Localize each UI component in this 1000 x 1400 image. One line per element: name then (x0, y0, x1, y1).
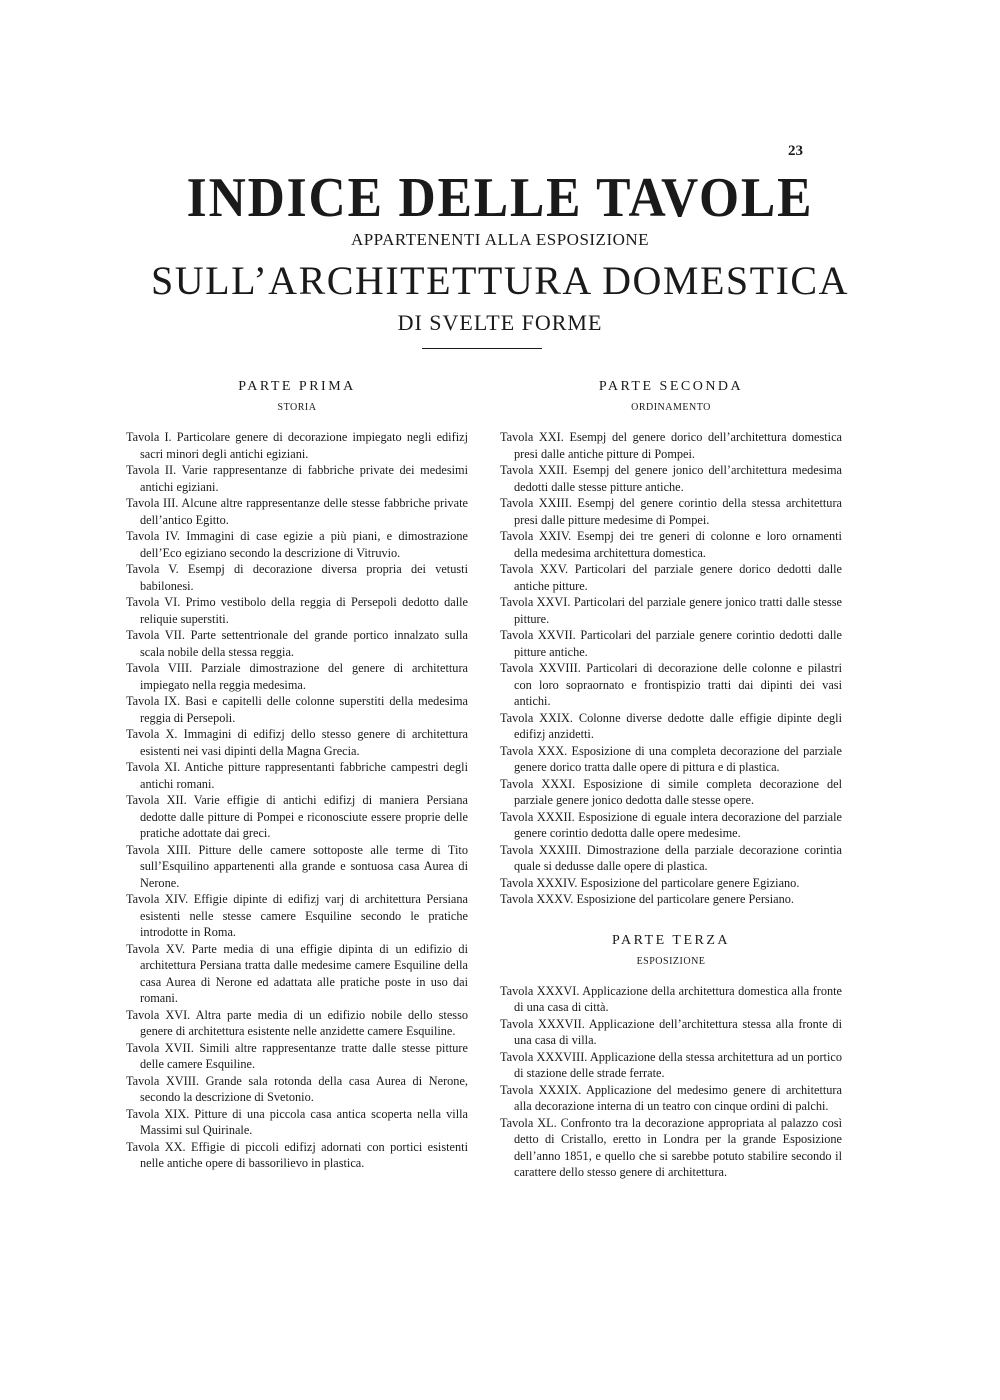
plate-label: Tavola IV. (126, 529, 180, 543)
plate-entry (500, 627, 842, 660)
page-title: INDICE DELLE TAVOLE (186, 167, 814, 229)
plate-entry (500, 809, 842, 842)
plate-label: Tavola XXVI. (500, 595, 571, 609)
plate-entry (126, 891, 468, 941)
plate-description: Antiche pitture rappresentanti fabbriche campestri degli antichi romani. (140, 760, 468, 791)
plate-entry (500, 1115, 842, 1181)
plate-label: Tavola XX. (126, 1139, 186, 1154)
plate-label: Tavola XXVII. (500, 628, 576, 642)
plate-entry (126, 594, 468, 627)
left-column (126, 378, 468, 1172)
plate-entry (126, 792, 468, 842)
plate-entry (126, 528, 468, 561)
plate-label: Tavola XIII. (126, 842, 191, 857)
plate-entry (126, 1073, 468, 1106)
plate-label: Tavola XVII. (126, 1040, 194, 1055)
plate-description: Primo vestibolo della reggia di Persepoli dedotto dalle reliquie superstiti. (140, 595, 469, 626)
plate-entry (500, 983, 842, 1016)
plate-entry (500, 1049, 842, 1082)
plate-label: Tavola XXXIV. (500, 875, 578, 890)
plate-description: Varie rappresentanze di fabbriche private dei medesimi antichi egiziani. (140, 463, 468, 494)
plate-description: Altra parte media di un edifizio nobile dello stesso genere di architettura esistente nelle anzidette camere Esquiline. (140, 1007, 468, 1038)
plate-label: Tavola XXII. (500, 463, 568, 477)
plate-entry (500, 891, 842, 908)
plate-description: Particolari di decorazione delle colonne e pilastri con loro sopraornato e frontispizio tratti dai dipinti dei vasi antichi. (514, 661, 842, 708)
plate-label: Tavola I. (126, 430, 172, 444)
plate-label: Tavola XXIII. (500, 496, 572, 510)
plate-label: Tavola XL. (500, 1115, 557, 1130)
plate-label: Tavola XXVIII. (500, 661, 581, 675)
plate-entry (126, 429, 468, 462)
plate-entry (500, 594, 842, 627)
plate-description: Varie effigie di antichi edifizj di maniera Persiana dedotte dalle pitture di Pompei e riconosciute essere proprie delle pratiche adottate dai greci. (140, 793, 468, 840)
plate-description: Parte media di una effigie dipinta di un edifizio di architettura Persiana tratta dalle medesime camere Esquiline della casa Aurea di Nerone ed adattata alle pratiche poste in uso dai romani. (140, 941, 468, 1005)
plate-entry (500, 710, 842, 743)
plate-list (500, 983, 842, 1181)
plate-description: Esempj di decorazione diversa propria dei vetusti babilonesi. (140, 562, 468, 593)
plate-label: Tavola XXXIX. (500, 1082, 582, 1097)
plate-description: Esposizione di una completa decorazione del parziale genere dorico tratta dalle opere di pittura e di plastica. (514, 743, 842, 774)
plate-description: Esempj del genere jonico dell’architettura medesima dedotti dalle stesse pitture antiche. (514, 463, 842, 494)
part-subheading: ESPOSIZIONE (636, 955, 706, 967)
plate-description: Applicazione del medesimo genere di architettura alla decorazione interna di un teatro con cinque ordini di palchi. (514, 1082, 842, 1113)
plate-entry (500, 875, 842, 892)
plate-description: Esposizione di simile completa decorazione del parziale genere jonico dedotta dalle stesse opere. (514, 776, 843, 807)
part-heading: PARTE TERZA (611, 932, 731, 948)
plate-label: Tavola XVIII. (126, 1073, 200, 1088)
plate-entry (500, 660, 842, 710)
plate-entry (500, 528, 842, 561)
plate-label: Tavola XXXVII. (500, 1016, 585, 1031)
plate-label: Tavola XXX. (500, 743, 568, 758)
plate-label: Tavola XXIV. (500, 529, 572, 543)
plate-label: Tavola X. (126, 727, 178, 741)
plate-entry (126, 842, 468, 892)
plate-label: Tavola XXXIII. (500, 842, 582, 857)
plate-description: Effigie dipinte di edifizj varj di architettura Persiana esistenti nelle stesse camere Esquiline secondo le pratiche introdotte in Roma. (140, 892, 468, 939)
plate-entry (126, 1040, 468, 1073)
plate-description: Pitture di una piccola casa antica scoperta nella villa Massimi sul Quirinale. (140, 1106, 468, 1137)
plate-label: Tavola XXXII. (500, 809, 575, 824)
plate-entry (500, 429, 842, 462)
plate-description: Esposizione del particolare genere Persiano. (573, 892, 794, 906)
plate-entry (126, 462, 468, 495)
part-three-section (500, 932, 842, 1181)
plate-label: Tavola IX. (126, 694, 181, 708)
plate-description: Esempj dei tre generi di colonne e loro ornamenti della medesima architettura domestica. (514, 529, 842, 560)
plate-label: Tavola XXXI. (500, 776, 576, 791)
plate-entry (500, 462, 842, 495)
plate-label: Tavola VIII. (126, 661, 193, 675)
plate-label: Tavola XXXVI. (500, 983, 580, 998)
plate-entry (126, 1106, 468, 1139)
plate-description: Applicazione della stessa architettura ad un portico di stazione delle strade ferrate. (514, 1049, 842, 1080)
plate-label: Tavola XII. (126, 793, 187, 807)
plate-description: Confronto tra la decorazione appropriata al palazzo così detto di Cristallo, eretto in Londra per la grande Esposizione dell’anno 1851, e quello che si sarebbe potuto stabilire secondo il carattere dello stesso genere di architettura. (514, 1115, 842, 1179)
plate-label: Tavola XV. (126, 941, 186, 956)
plate-description: Particolari del parziale genere corintio dedotti dalle pitture antiche. (514, 628, 842, 659)
part-heading: PARTE PRIMA (238, 379, 356, 394)
plate-entry (500, 842, 842, 875)
plate-description: Particolari del parziale genere dorico dedotti dalle antiche pitture. (514, 562, 842, 593)
plate-description: Esposizione del particolare genere Egiziano. (577, 875, 800, 890)
plate-description: Dimostrazione della parziale decorazione corintia quale si dedusse dalle opere di plastica. (514, 842, 842, 873)
plate-label: Tavola XXXVIII. (500, 1049, 588, 1064)
plate-label: Tavola XXI. (500, 430, 564, 444)
plate-label: Tavola XVI. (126, 1007, 191, 1022)
plate-label: Tavola XXXV. (500, 892, 574, 906)
plate-entry (500, 743, 842, 776)
plate-entry (126, 726, 468, 759)
plate-description: Applicazione della architettura domestica alla fronte di una casa di città. (514, 983, 842, 1014)
plate-description: Effigie di piccoli edifizj adornati con portici esistenti nelle antiche opere di bassorilievo in plastica. (140, 1139, 468, 1170)
plate-description: Particolare genere di decorazione impiegato negli edifizj sacri minori degli antichi egiziani. (140, 430, 468, 461)
plate-label: Tavola XXIX. (500, 710, 573, 725)
plate-label: Tavola VII. (126, 628, 185, 642)
part-subheading: ORDINAMENTO (631, 402, 711, 413)
plate-label: Tavola III. (126, 496, 179, 510)
plate-entry (126, 495, 468, 528)
plate-label: Tavola II. (126, 463, 177, 477)
title-subtitle-1: APPARTENENTI ALLA ESPOSIZIONE (350, 230, 650, 249)
page-number: 23 (788, 143, 803, 159)
plate-entry (126, 660, 468, 693)
plate-entry (500, 1082, 842, 1115)
plate-entry (500, 561, 842, 594)
plate-label: Tavola VI. (126, 595, 181, 609)
plate-entry (126, 561, 468, 594)
right-column (500, 378, 842, 1181)
plate-description: Basi e capitelli delle colonne superstiti della medesima reggia di Persepoli. (140, 694, 468, 725)
plate-label: Tavola XXV. (500, 562, 569, 576)
plate-list (500, 429, 842, 908)
plate-entry (500, 776, 842, 809)
plate-description: Grande sala rotonda della casa Aurea di Nerone, secondo la descrizione di Svetonio. (140, 1073, 468, 1104)
plate-entry (126, 1007, 468, 1040)
plate-label: Tavola V. (126, 562, 179, 576)
title-secondary: SULL’ARCHITETTURA DOMESTICA (151, 258, 849, 303)
plate-label: Tavola XIX. (126, 1106, 190, 1121)
plate-entry (500, 495, 842, 528)
plate-label: Tavola XIV. (126, 892, 189, 906)
plate-description: Simili altre rappresentanze tratte dalle stesse pitture delle camere Esquiline. (140, 1040, 468, 1071)
plate-entry (126, 759, 468, 792)
plate-description: Parte settentrionale del grande portico innalzato sulla scala nobile della stessa reggia. (140, 628, 468, 659)
title-subtitle-2: DI SVELTE FORME (397, 310, 603, 335)
part-subheading: STORIA (277, 402, 317, 413)
plate-entry (126, 693, 468, 726)
plate-description: Immagini di edifizj dello stesso genere di architettura esistenti nei vasi dipinti della Magna Grecia. (140, 727, 469, 758)
plate-description: Alcune altre rappresentanze delle stesse fabbriche private dell’antico Egitto. (140, 496, 468, 527)
plate-entry (126, 1139, 468, 1172)
plate-entry (500, 1016, 842, 1049)
plate-description: Esempj del genere dorico dell’architettura domestica presi dalle antiche pitture di Pompei. (514, 430, 843, 461)
plate-description: Colonne diverse dedotte dalle effigie dipinte degli edifizj anzidetti. (514, 710, 842, 741)
plate-description: Esposizione di eguale intera decorazione del parziale genere corintio dedotta dalle opere medesime. (514, 809, 843, 840)
plate-description: Esempj del genere corintio della stessa architettura presi dalle pitture medesime di Pompei. (514, 496, 842, 527)
plate-entry (126, 941, 468, 1007)
part-heading: PARTE SECONDA (598, 379, 744, 394)
plate-entry (126, 627, 468, 660)
title-divider (422, 348, 542, 349)
plate-description: Applicazione dell’architettura stessa alla fronte di una casa di villa. (514, 1016, 842, 1047)
plate-description: Parziale dimostrazione del genere di architettura impiegato nella reggia medesima. (140, 661, 468, 692)
plate-list (126, 429, 468, 1172)
plate-label: Tavola XI. (126, 760, 181, 774)
plate-description: Particolari del parziale genere jonico tratti dalle stesse pitture. (514, 595, 842, 626)
plate-description: Immagini di case egizie a più piani, e dimostrazione dell’Eco egiziano secondo la descrizione di Vitruvio. (140, 529, 469, 560)
plate-description: Pitture delle camere sottoposte alle terme di Tito sull’Esquilino appartenenti alla grande e sontuosa casa Aurea di Nerone. (140, 842, 468, 890)
